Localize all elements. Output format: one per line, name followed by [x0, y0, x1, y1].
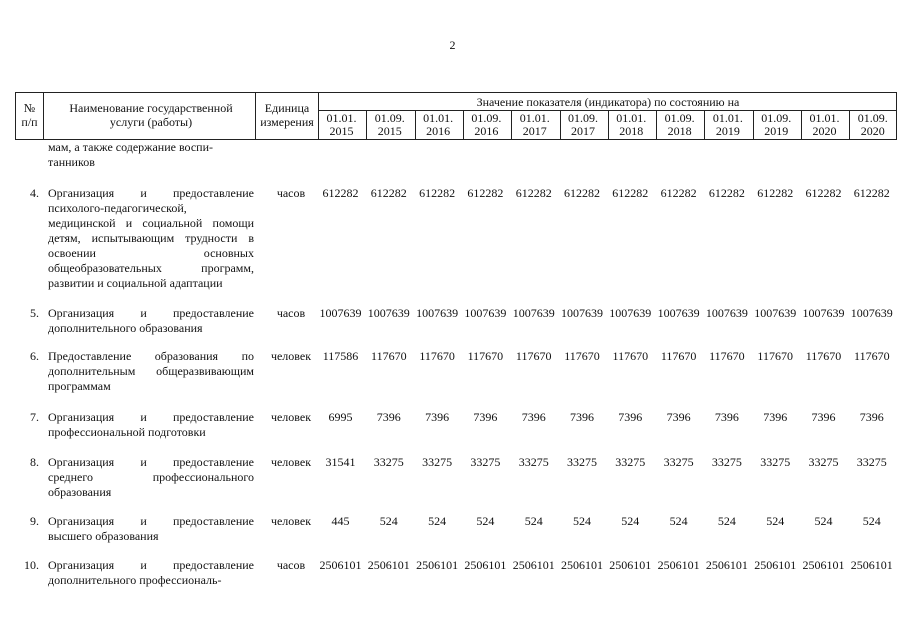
indicator-value: 7396: [521, 410, 546, 424]
indicator-value: 2506101: [416, 558, 459, 572]
header-date: 01.01. 2016: [423, 111, 454, 138]
unit-of-measure: человек: [270, 514, 312, 528]
indicator-value: 2506101: [464, 558, 507, 572]
header-date: 01.01. 2018: [616, 111, 647, 138]
indicator-value: 612282: [708, 186, 745, 200]
unit-of-measure: часов: [276, 558, 306, 572]
indicator-value: 524: [862, 514, 881, 528]
indicator-value: 1007639: [802, 306, 845, 320]
indicator-value: 524: [476, 514, 495, 528]
indicator-value: 7396: [425, 410, 450, 424]
indicator-value: 7396: [763, 410, 788, 424]
header-date: 01.09. 2020: [857, 111, 888, 138]
service-name: Предоставление образования по дополнительным общеразвивающим программам: [48, 349, 254, 393]
indicator-value: 7396: [811, 410, 836, 424]
indicator-value: 1007639: [754, 306, 797, 320]
indicator-value: 2506101: [609, 558, 652, 572]
service-name: Организация и предоставление дополнительного профессиональ-: [48, 558, 254, 587]
indicator-value: 524: [814, 514, 833, 528]
indicator-value: 612282: [612, 186, 649, 200]
service-name: Организация и предоставление дополнительного образования: [48, 306, 254, 335]
indicator-value: 1007639: [657, 306, 700, 320]
indicator-value: 33275: [760, 455, 791, 469]
indicator-value: 33275: [373, 455, 404, 469]
indicator-value: 2506101: [319, 558, 362, 572]
indicator-value: 2506101: [561, 558, 603, 572]
indicator-value: 33275: [663, 455, 694, 469]
indicator-value: 612282: [419, 186, 456, 200]
row-number: 10.: [24, 558, 39, 572]
indicator-value: 7396: [859, 410, 884, 424]
indicator-value: 2506101: [512, 558, 555, 572]
indicator-value: 2506101: [657, 558, 700, 572]
indicator-value: 2506101: [850, 558, 893, 572]
table-header: [15, 92, 897, 140]
indicator-value: 1007639: [561, 306, 603, 320]
indicator-value: 117670: [805, 349, 842, 363]
indicator-value: 524: [717, 514, 736, 528]
unit-of-measure: человек: [270, 349, 312, 363]
header-date: 01.09. 2019: [761, 111, 792, 138]
indicator-value: 33275: [856, 455, 887, 469]
indicator-value: 2506101: [754, 558, 797, 572]
unit-of-measure: часов: [276, 186, 306, 200]
indicator-value: 33275: [518, 455, 549, 469]
indicator-value: 7396: [714, 410, 739, 424]
service-name: Организация и предоставление психолого-педагогической, медицинской и социальной помощи детям, испытывающим трудности в освоении основных общеобразовательных программ, развитии и социальной адаптации: [48, 186, 254, 290]
indicator-value: 1007639: [512, 306, 555, 320]
row-number: 6.: [30, 349, 39, 363]
indicator-value: 612282: [757, 186, 794, 200]
row-number: 5.: [30, 306, 39, 320]
indicator-value: 445: [331, 514, 350, 528]
indicator-value: 1007639: [464, 306, 507, 320]
indicator-value: 117670: [419, 349, 455, 363]
indicator-value: 612282: [805, 186, 842, 200]
indicator-value: 6995: [328, 410, 353, 424]
indicator-value: 612282: [660, 186, 697, 200]
indicator-value: 7396: [376, 410, 401, 424]
indicator-value: 524: [573, 514, 591, 528]
indicator-value: 524: [379, 514, 398, 528]
indicator-value: 117670: [467, 349, 504, 363]
row-number: 9.: [30, 514, 39, 528]
indicator-value: 117670: [515, 349, 552, 363]
indicator-value: 612282: [853, 186, 890, 200]
table-row: [15, 186, 900, 291]
indicator-value: 612282: [515, 186, 552, 200]
row-number: 8.: [30, 455, 39, 469]
indicator-value: 1007639: [705, 306, 748, 320]
indicator-value: 1007639: [850, 306, 893, 320]
indicator-value: 33275: [567, 455, 597, 469]
indicator-value: 33275: [808, 455, 839, 469]
indicator-value: 1007639: [416, 306, 459, 320]
indicator-value: 1007639: [609, 306, 652, 320]
indicator-value: 612282: [467, 186, 504, 200]
header-date: 01.09. 2016: [471, 111, 502, 138]
indicator-value: 117670: [371, 349, 407, 363]
unit-of-measure: часов: [276, 306, 306, 320]
indicator-value: 524: [428, 514, 447, 528]
indicator-value: 117670: [564, 349, 600, 363]
indicator-value: 117670: [854, 349, 890, 363]
header-date: 01.01. 2017: [519, 111, 550, 138]
row-number: 4.: [30, 186, 39, 200]
carryover-text: мам, а также содержание воспи- танников: [48, 140, 214, 169]
indicator-value: 117586: [322, 349, 359, 363]
indicator-value: 117670: [757, 349, 793, 363]
header-date: 01.09. 2018: [664, 111, 695, 138]
indicator-value: 7396: [473, 410, 498, 424]
header-date: 01.09. 2015: [374, 111, 405, 138]
indicator-value: 612282: [370, 186, 407, 200]
table-row: [15, 410, 900, 440]
header-value-title: Значение показателя (индикатора) по состоянию на: [476, 95, 740, 109]
indicator-value: 33275: [615, 455, 646, 469]
indicator-value: 117670: [709, 349, 745, 363]
indicator-value: 524: [766, 514, 785, 528]
indicator-value: 524: [621, 514, 640, 528]
indicator-value: 117670: [612, 349, 649, 363]
page-number: 2: [449, 38, 456, 52]
header-date: 01.01. 2019: [712, 111, 743, 138]
indicator-value: 2506101: [367, 558, 410, 572]
table-row: [15, 349, 900, 394]
unit-of-measure: человек: [270, 455, 312, 469]
indicator-value: 117670: [660, 349, 697, 363]
indicator-value: 7396: [666, 410, 691, 424]
indicator-value: 1007639: [319, 306, 362, 320]
indicator-value: 33275: [711, 455, 742, 469]
indicator-value: 612282: [564, 186, 600, 200]
table-row: [15, 455, 900, 500]
header-date: 01.01. 2015: [326, 111, 357, 138]
indicator-value: 2506101: [705, 558, 748, 572]
indicator-value: 612282: [322, 186, 359, 200]
header-name: Наименование государственной услуги (работы): [69, 101, 233, 129]
table-row: [15, 514, 900, 544]
table-row: [15, 558, 900, 603]
indicator-value: 33275: [422, 455, 453, 469]
service-name: Организация и предоставление среднего профессионального образования: [48, 455, 254, 499]
table-row: [15, 306, 900, 336]
header-date: 01.01. 2020: [809, 111, 840, 138]
header-num: № п/п: [21, 101, 38, 129]
indicator-value: 31541: [325, 455, 356, 469]
indicator-value: 7396: [570, 410, 594, 424]
indicator-value: 2506101: [802, 558, 845, 572]
service-name: Организация и предоставление высшего образования: [48, 514, 254, 543]
indicator-value: 33275: [470, 455, 501, 469]
header-date: 01.09. 2017: [568, 111, 598, 138]
header-unit: Единица измерения: [260, 101, 314, 129]
indicator-value: 7396: [618, 410, 643, 424]
unit-of-measure: человек: [270, 410, 312, 424]
service-name: Организация и предоставление профессиональной подготовки: [48, 410, 254, 439]
indicator-value: 524: [524, 514, 543, 528]
indicator-value: 1007639: [367, 306, 410, 320]
indicator-value: 524: [669, 514, 688, 528]
row-number: 7.: [30, 410, 39, 424]
